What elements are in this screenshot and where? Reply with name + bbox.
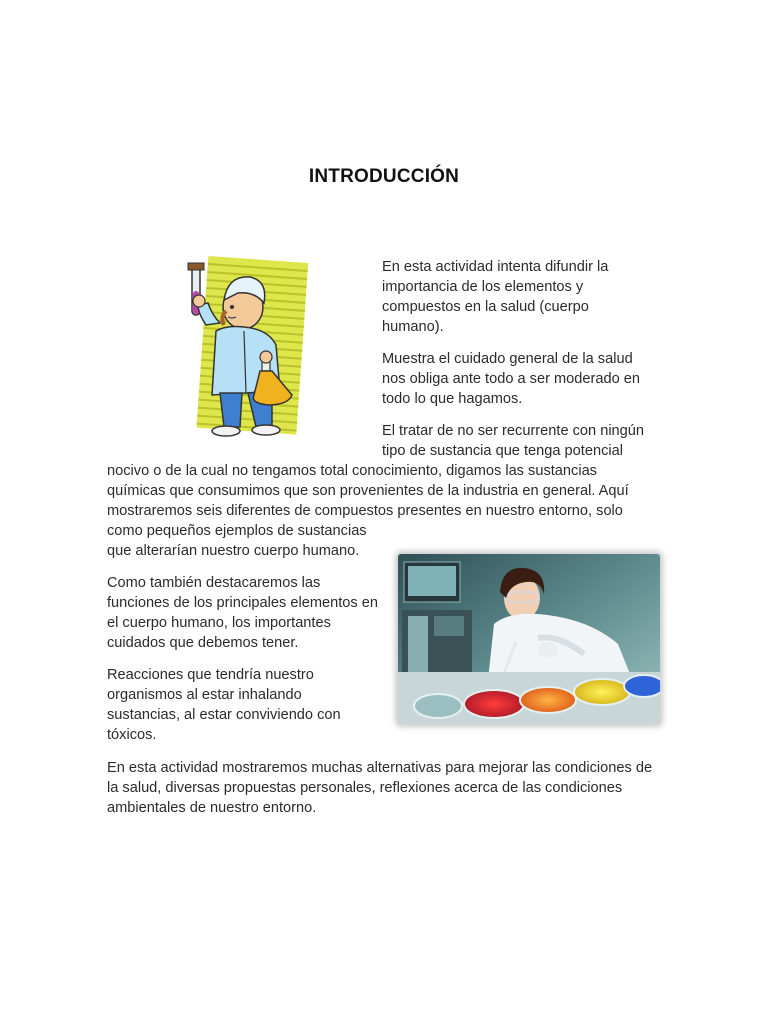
- paragraph-5: Reacciones que tendría nuestro organismos al estar inhalando sustancias, al estar conviviendo con tóxicos.: [107, 667, 341, 743]
- paragraph-2: Muestra el cuidado general de la salud nos obliga ante todo a ser moderado en todo lo que hagamos.: [382, 351, 641, 407]
- paragraph-3-line-4: químicas que consumimos que son provenientes de la industria en general. Aquí: [107, 483, 629, 499]
- paragraph-3-line-6: como pequeños ejemplos de sustancias: [107, 523, 367, 539]
- paragraph-3-line-7: que alterarían nuestro cuerpo humano.: [107, 543, 360, 559]
- scientist-cartoon-image: [168, 255, 308, 445]
- paragraph-4: Como también destacaremos las funciones de los principales elementos en el cuerpo humano, los importantes cuidados que debemos tener.: [107, 575, 378, 651]
- paragraph-1: En esta actividad intenta difundir la importancia de los elementos y compuestos en la salud (cuerpo humano).: [382, 259, 609, 335]
- lab-scientist-photo: [398, 554, 660, 724]
- paragraph-6: En esta actividad mostraremos muchas alternativas para mejorar las condiciones de la salud, diversas propuestas personales, reflexiones acerca de las condiciones ambientales de nuestro entorno.: [107, 760, 653, 816]
- paragraph-3-line-3: nocivo o de la cual no tengamos total conocimiento, digamos las sustancias: [107, 463, 597, 479]
- paragraph-3-line-2: tipo de sustancia que tenga potencial: [382, 443, 623, 459]
- page-title: INTRODUCCIÓN: [308, 166, 460, 187]
- paragraph-3-line-5: mostraremos seis diferentes de compuestos presentes en nuestro entorno, solo: [107, 503, 623, 519]
- paragraph-3-line-1: El tratar de no ser recurrente con ningún: [382, 423, 645, 439]
